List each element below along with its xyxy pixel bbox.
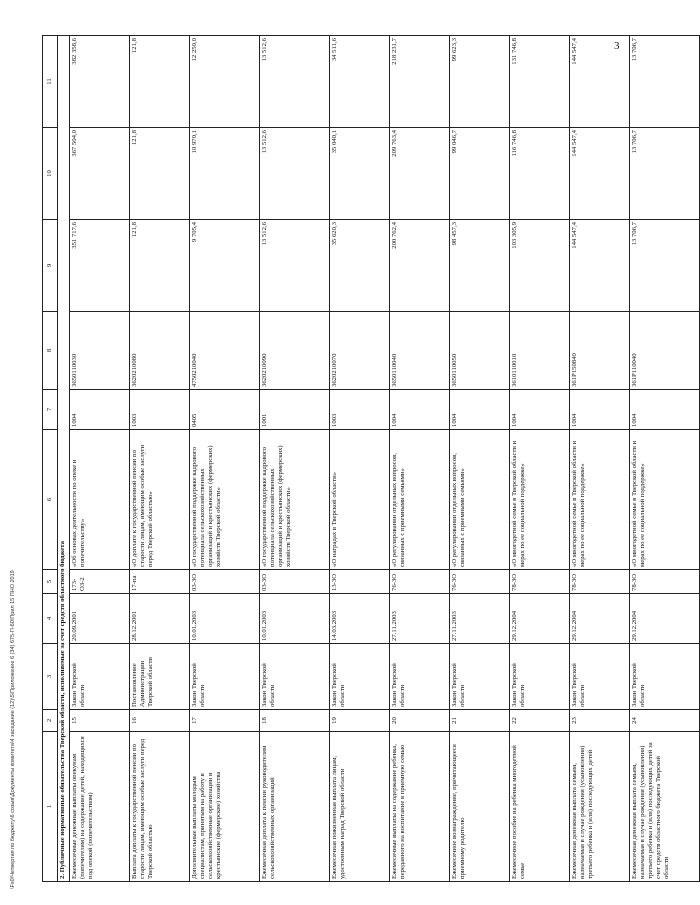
obligation-name-cell: Ежемесячные выплаты на содержание ребенка, переданного на воспитание в приемную семью — [390, 732, 450, 882]
section-title: 2. Публичные нормативные обязательства Тверской области, исполняемые за счет средств областного бюджета — [58, 36, 70, 882]
obligation-name-cell: Ежемесячные денежные выплаты опекунам (попечителям) на содержание детей, находящихся под опекой (попечительством) — [70, 732, 130, 882]
amount-cell: 218 231,7 — [390, 36, 450, 128]
header-cell: 4 — [43, 594, 58, 644]
amount-cell: 351 717,6 — [70, 220, 130, 312]
section-code-cell: 1001 — [260, 390, 330, 430]
obligations-table — [42, 35, 700, 882]
obligation-name-cell: Ежемесячная денежная выплата семьям, назначаемая в случае рождения (усыновления) третьего ребенка и (или) последующих детей — [570, 732, 630, 882]
amount-cell: 99 623,3 — [450, 36, 510, 128]
document-number-cell: 78-ЗО — [630, 570, 700, 594]
target-article-cell: 3650110040 — [390, 312, 450, 390]
amount-cell: 121,8 — [130, 128, 190, 220]
amount-cell: 13 706,7 — [630, 128, 700, 220]
amount-cell: 35 040,1 — [330, 128, 390, 220]
target-article-cell: 361P110040 — [630, 312, 700, 390]
law-title-cell: «О многодетной семье в Тверской области и мерах по ее социальной поддержке» — [630, 430, 700, 570]
amount-cell: 98 457,3 — [450, 220, 510, 312]
amount-cell: 13 512,6 — [260, 128, 330, 220]
table-row — [190, 36, 260, 882]
amount-cell: 121,8 — [130, 36, 190, 128]
target-article-cell: 3650110030 — [70, 312, 130, 390]
obligation-name-cell: Ежемесячное вознаграждение, причитающееся приемному родителю — [450, 732, 510, 882]
document-number-cell: 13-ЗО — [330, 570, 390, 594]
amount-cell: 144 547,4 — [570, 220, 630, 312]
section-code-cell: 1003 — [330, 390, 390, 430]
section-code-cell: 1004 — [630, 390, 700, 430]
header-cell: 5 — [43, 570, 58, 594]
target-article-cell: 361P150840 — [570, 312, 630, 390]
document-date-cell: 28.12.2001 — [130, 594, 190, 644]
header-cell: 2 — [43, 710, 58, 732]
row-number-cell: 19 — [330, 710, 390, 732]
law-title-cell: «О многодетной семье в Тверской области и мерах по ее социальной поддержке» — [570, 430, 630, 570]
header-cell: 7 — [43, 390, 58, 430]
document-type-cell: Закон Тверской области — [450, 644, 510, 710]
law-title-cell: «Об основах деятельности по опеке и попечительству» — [70, 430, 130, 570]
document-table-container — [42, 36, 670, 882]
obligation-name-cell: Ежемесячная доплата к пенсии руководителям сельскохозяйственных организаций — [260, 732, 330, 882]
amount-cell: 200 762,4 — [390, 220, 450, 312]
target-article-cell: 3620210090 — [260, 312, 330, 390]
target-article-cell: 4750210040 — [190, 312, 260, 390]
law-title-cell: «О доплате к государственной пенсии по старости лицам, имеющим особые заслуги перед Тверской областью» — [130, 430, 190, 570]
document-date-cell: 27.11.2003 — [450, 594, 510, 644]
obligation-name-cell: Выплата доплаты к государственной пенсии по старости лицам, имеющим особые заслуги перед Тверской областью — [130, 732, 190, 882]
table-row — [630, 36, 700, 882]
file-path-text: \Fs0\Четвертая по бюджету\6 созыв\Документы комитета\4 заседание (12)\5\Приложение 6 (34) 675-П-60\Прил 15 ПНО 2019 — [10, 570, 16, 889]
document-type-cell: Закон Тверской области — [260, 644, 330, 710]
amount-cell: 9 705,4 — [190, 220, 260, 312]
target-article-cell: 3620210070 — [330, 312, 390, 390]
amount-cell: 116 746,8 — [510, 128, 570, 220]
amount-cell: 209 763,4 — [390, 128, 450, 220]
document-date-cell: 29.12.2004 — [510, 594, 570, 644]
document-date-cell: 29.12.2004 — [630, 594, 700, 644]
document-type-cell: Закон Тверской области — [190, 644, 260, 710]
law-title-cell: «О государственной поддержке кадрового потенциала сельскохозяйственных организаций и крестьянских (фермерских) хозяйств Тверской области» — [260, 430, 330, 570]
target-article-cell: 3610110010 — [510, 312, 570, 390]
law-title-cell: «О регулировании отдельных вопросов, связанных с приемными семьями» — [390, 430, 450, 570]
amount-cell: 121,8 — [130, 220, 190, 312]
document-number-cell: 17-па — [130, 570, 190, 594]
document-type-cell: Постановление Администрации Тверской области — [130, 644, 190, 710]
header-cell: 6 — [43, 430, 58, 570]
amount-cell: 13 512,6 — [260, 36, 330, 128]
section-code-cell: 0405 — [190, 390, 260, 430]
table-row — [330, 36, 390, 882]
amount-cell: 144 547,4 — [570, 36, 630, 128]
section-code-cell: 1004 — [70, 390, 130, 430]
table-row — [510, 36, 570, 882]
section-code-cell: 1004 — [570, 390, 630, 430]
row-number-cell: 22 — [510, 710, 570, 732]
row-number-cell: 17 — [190, 710, 260, 732]
amount-cell: 13 512,6 — [260, 220, 330, 312]
law-title-cell: «О регулировании отдельных вопросов, связанных с приемными семьями» — [450, 430, 510, 570]
document-date-cell: 27.11.2003 — [390, 594, 450, 644]
header-cell: 9 — [43, 220, 58, 312]
document-number-cell: 78-ЗО — [510, 570, 570, 594]
amount-cell: 35 620,3 — [330, 220, 390, 312]
section-code-cell: 1004 — [390, 390, 450, 430]
header-cell: 10 — [43, 128, 58, 220]
target-article-cell: 3650110050 — [450, 312, 510, 390]
table-row — [260, 36, 330, 882]
document-number-cell: 76-ЗО — [450, 570, 510, 594]
obligation-name-cell: Дополнительные выплаты молодым специалистам, принятым на работу в сельскохозяйственные организации и крестьянские (фермерские) хозяйства — [190, 732, 260, 882]
amount-cell: 103 305,9 — [510, 220, 570, 312]
document-date-cell: 20.09.2001 — [70, 594, 130, 644]
header-cell: 8 — [43, 312, 58, 390]
row-number-cell: 24 — [630, 710, 700, 732]
amount-cell: 34 511,6 — [330, 36, 390, 128]
document-date-cell: 29.12.2004 — [570, 594, 630, 644]
row-number-cell: 20 — [390, 710, 450, 732]
document-type-cell: Закон Тверской области — [330, 644, 390, 710]
page-number: 3 — [614, 40, 620, 52]
row-number-cell: 16 — [130, 710, 190, 732]
document-date-cell: 10.01.2003 — [190, 594, 260, 644]
document-type-cell: Закон Тверской области — [510, 644, 570, 710]
header-row — [43, 36, 58, 882]
table-row — [450, 36, 510, 882]
amount-cell: 10 970,1 — [190, 128, 260, 220]
amount-cell: 13 706,7 — [630, 36, 700, 128]
amount-cell: 12 250,0 — [190, 36, 260, 128]
document-number-cell: 173-ОЗ-2 — [70, 570, 130, 594]
obligation-name-cell: Ежемесячная денежная выплата семьям, назначаемая в случае рождения (усыновления) третьего ребенка и (или) последующих детей за счет средств областного бюджета Тверской области — [630, 732, 700, 882]
section-code-cell: 1004 — [450, 390, 510, 430]
document-date-cell: 10.01.2003 — [260, 594, 330, 644]
document-number-cell: 78-ЗО — [570, 570, 630, 594]
amount-cell: 99 046,7 — [450, 128, 510, 220]
section-code-cell: 1003 — [130, 390, 190, 430]
document-number-cell: 03-ЗО — [190, 570, 260, 594]
section-row — [58, 36, 70, 882]
header-cell: 1 — [43, 732, 58, 882]
document-type-cell: Закон Тверской области — [70, 644, 130, 710]
row-number-cell: 23 — [570, 710, 630, 732]
law-title-cell: «О многодетной семье в Тверской области и мерах по ее социальной поддержке» — [510, 430, 570, 570]
document-number-cell: 76-ЗО — [390, 570, 450, 594]
document-date-cell: 14.03.2003 — [330, 594, 390, 644]
table-row — [390, 36, 450, 882]
table-row — [130, 36, 190, 882]
amount-cell: 144 547,4 — [570, 128, 630, 220]
section-code-cell: 1004 — [510, 390, 570, 430]
table-row — [70, 36, 130, 882]
obligation-name-cell: Ежемесячная пожизненная выплата лицам, удостоенным наград Тверской области — [330, 732, 390, 882]
document-type-cell: Закон Тверской области — [570, 644, 630, 710]
header-cell: 3 — [43, 644, 58, 710]
target-article-cell: 3620210080 — [130, 312, 190, 390]
obligation-name-cell: Ежемесячное пособие на ребенка многодетной семье — [510, 732, 570, 882]
row-number-cell: 21 — [450, 710, 510, 732]
document-number-cell: 03-ЗО — [260, 570, 330, 594]
law-title-cell: «О государственной поддержке кадрового потенциала сельскохозяйственных организаций и крестьянских (фермерских) хозяйств Тверской области» — [190, 430, 260, 570]
amount-cell: 367 504,0 — [70, 128, 130, 220]
row-number-cell: 15 — [70, 710, 130, 732]
table-row — [570, 36, 630, 882]
document-type-cell: Закон Тверской области — [390, 644, 450, 710]
amount-cell: 382 358,6 — [70, 36, 130, 128]
header-cell: 11 — [43, 36, 58, 128]
document-type-cell: Закон Тверской области — [630, 644, 700, 710]
amount-cell: 131 746,8 — [510, 36, 570, 128]
row-number-cell: 18 — [260, 710, 330, 732]
amount-cell: 13 706,7 — [630, 220, 700, 312]
law-title-cell: «О наградах в Тверской области» — [330, 430, 390, 570]
